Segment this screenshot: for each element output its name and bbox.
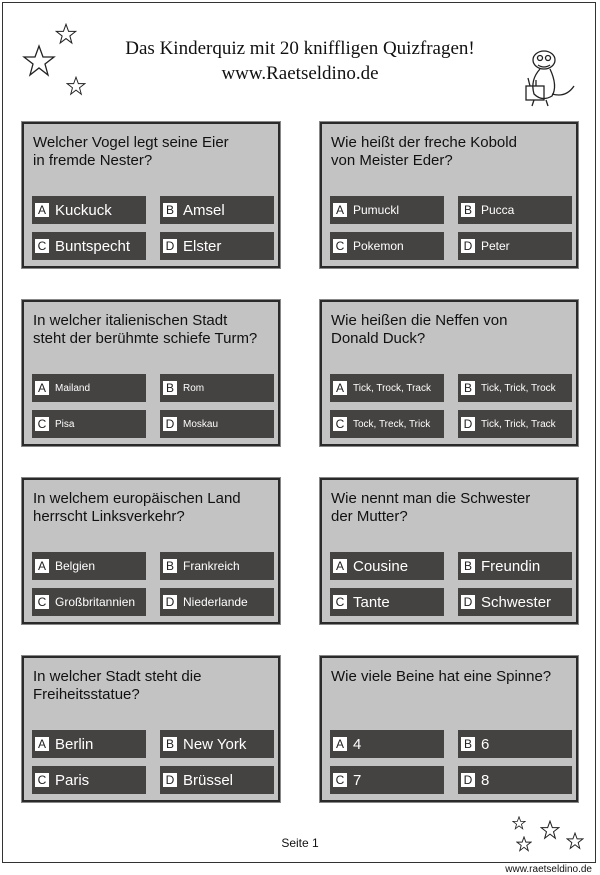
answer-letter: D (163, 417, 177, 431)
page-subtitle: www.Raetseldino.de (221, 63, 379, 84)
answer-letter: D (163, 595, 177, 609)
answer-option-b[interactable] (160, 730, 274, 758)
answer-text: Kuckuck (55, 201, 112, 219)
answer-text: Tock, Treck, Trick (353, 418, 431, 430)
answer-option-a[interactable] (330, 552, 444, 580)
answer-text: Moskau (183, 418, 219, 430)
quiz-card (22, 122, 280, 268)
answer-letter: B (163, 737, 177, 751)
answer-text: Buntspecht (55, 237, 131, 255)
answer-option-c[interactable] (330, 410, 444, 438)
answer-text: Pokemon (353, 239, 404, 253)
answer-option-d[interactable] (458, 766, 572, 794)
answer-letter: C (35, 773, 49, 787)
answer-option-d[interactable] (160, 766, 274, 794)
answer-text: Tick, Trick, Track (481, 418, 556, 430)
question-line: In welcher italienischen Stadt (33, 312, 228, 329)
question-text (331, 490, 571, 526)
answer-letter: C (35, 595, 49, 609)
question-text (33, 134, 273, 170)
answer-letter: B (461, 737, 475, 751)
answer-letter: A (35, 559, 49, 573)
answer-text: 8 (481, 771, 490, 789)
answer-letter: A (35, 381, 49, 395)
question-line: Wie heißen die Neffen von (331, 312, 508, 329)
answer-letter: A (35, 737, 49, 751)
answer-text: Pumuckl (353, 203, 400, 217)
question-line: Wie heißt der freche Kobold (331, 134, 517, 151)
answer-text: Rom (183, 382, 205, 394)
answer-letter: A (35, 203, 49, 217)
question-line: von Meister Eder? (331, 152, 453, 169)
answer-letter: A (333, 381, 347, 395)
answer-option-d[interactable] (160, 232, 274, 260)
answer-letter: C (333, 417, 347, 431)
answer-text: Paris (55, 771, 90, 789)
page-number: Seite 1 (281, 836, 319, 850)
answer-letter: A (333, 203, 347, 217)
question-line: Donald Duck? (331, 330, 426, 347)
answer-text: Elster (183, 237, 222, 255)
answer-letter: D (461, 595, 475, 609)
answer-text: Tick, Trock, Track (353, 382, 431, 394)
answer-text: New York (183, 735, 247, 753)
answer-option-a[interactable] (32, 374, 146, 402)
quiz-card (22, 656, 280, 802)
answer-option-d[interactable] (160, 410, 274, 438)
dino-mascot-icon (518, 46, 578, 108)
answer-letter: B (461, 559, 475, 573)
answer-option-b[interactable] (160, 196, 274, 224)
answer-option-a[interactable] (32, 730, 146, 758)
question-text (33, 668, 273, 704)
question-text (331, 134, 571, 170)
answer-option-b[interactable] (458, 730, 572, 758)
answer-letter: D (461, 773, 475, 787)
answer-letter: D (163, 773, 177, 787)
answer-text: Peter (481, 239, 510, 253)
answer-text: Amsel (183, 201, 225, 219)
question-line: Freiheitsstatue? (33, 686, 140, 703)
answer-letter: B (461, 381, 475, 395)
quiz-card (320, 122, 578, 268)
question-text (331, 668, 571, 686)
answer-option-b[interactable] (458, 196, 572, 224)
answer-option-d[interactable] (160, 588, 274, 616)
answer-option-a[interactable] (330, 196, 444, 224)
question-line: steht der berühmte schiefe Turm? (33, 330, 258, 347)
answer-text: Brüssel (183, 771, 234, 789)
answer-text: Pucca (481, 203, 515, 217)
star-icon (512, 816, 526, 830)
quiz-card (320, 478, 578, 624)
answer-letter: D (461, 239, 475, 253)
answer-text: Cousine (353, 557, 409, 575)
answer-option-a[interactable] (330, 730, 444, 758)
answer-text: Freundin (481, 557, 541, 575)
question-line: Wie nennt man die Schwester (331, 490, 531, 507)
answer-option-d[interactable] (458, 410, 572, 438)
star-icon (566, 832, 584, 850)
question-line: in fremde Nester? (33, 152, 153, 169)
answer-option-b[interactable] (458, 552, 572, 580)
answer-text: 7 (353, 771, 362, 789)
answer-option-a[interactable] (32, 552, 146, 580)
answer-letter: B (163, 203, 177, 217)
answer-letter: C (333, 773, 347, 787)
answer-text: Belgien (55, 559, 96, 573)
answer-option-d[interactable] (458, 588, 572, 616)
star-icon (540, 820, 560, 840)
quiz-card (22, 478, 280, 624)
answer-option-a[interactable] (32, 196, 146, 224)
answer-text: Tante (353, 593, 390, 611)
answer-text: Schwester (481, 593, 552, 611)
answer-letter: C (333, 239, 347, 253)
answer-option-c[interactable] (32, 410, 146, 438)
answer-option-c[interactable] (330, 588, 444, 616)
footer-url: www.raetseldino.de (505, 864, 592, 875)
answer-option-c[interactable] (330, 232, 444, 260)
answer-letter: C (35, 239, 49, 253)
answer-text: Großbritannien (55, 595, 136, 609)
answer-option-b[interactable] (458, 374, 572, 402)
answer-text: Niederlande (183, 595, 248, 609)
question-line: der Mutter? (331, 508, 408, 525)
question-text (33, 312, 273, 348)
question-line: In welcher Stadt steht die (33, 668, 202, 685)
question-text (331, 312, 571, 348)
answer-letter: B (163, 381, 177, 395)
answer-text: Mailand (55, 382, 91, 394)
answer-option-c[interactable] (32, 232, 146, 260)
page-title: Das Kinderquiz mit 20 kniffligen Quizfragen! (125, 38, 475, 59)
answer-letter: B (163, 559, 177, 573)
question-line: Wie viele Beine hat eine Spinne? (331, 668, 552, 685)
quiz-card (320, 300, 578, 446)
answer-text: 4 (353, 735, 362, 753)
answer-option-c[interactable] (330, 766, 444, 794)
question-line: herrscht Linksverkehr? (33, 508, 185, 525)
answer-letter: B (461, 203, 475, 217)
answer-letter: C (333, 595, 347, 609)
answer-letter: D (163, 239, 177, 253)
question-line: Welcher Vogel legt seine Eier (33, 134, 229, 151)
answer-option-b[interactable] (160, 374, 274, 402)
answer-option-d[interactable] (458, 232, 572, 260)
answer-letter: C (35, 417, 49, 431)
answer-option-a[interactable] (330, 374, 444, 402)
answer-text: Berlin (55, 735, 94, 753)
answer-text: 6 (481, 735, 490, 753)
answer-text: Pisa (55, 418, 75, 430)
question-text (33, 490, 273, 526)
answer-letter: A (333, 737, 347, 751)
answer-option-b[interactable] (160, 552, 274, 580)
answer-letter: A (333, 559, 347, 573)
answer-text: Frankreich (183, 559, 240, 573)
answer-option-c[interactable] (32, 588, 146, 616)
answer-letter: D (461, 417, 475, 431)
quiz-card (22, 300, 280, 446)
quiz-card (320, 656, 578, 802)
question-line: In welchem europäischen Land (33, 490, 241, 507)
star-icon (516, 836, 532, 852)
answer-option-c[interactable] (32, 766, 146, 794)
answer-text: Tick, Trick, Trock (481, 382, 556, 394)
